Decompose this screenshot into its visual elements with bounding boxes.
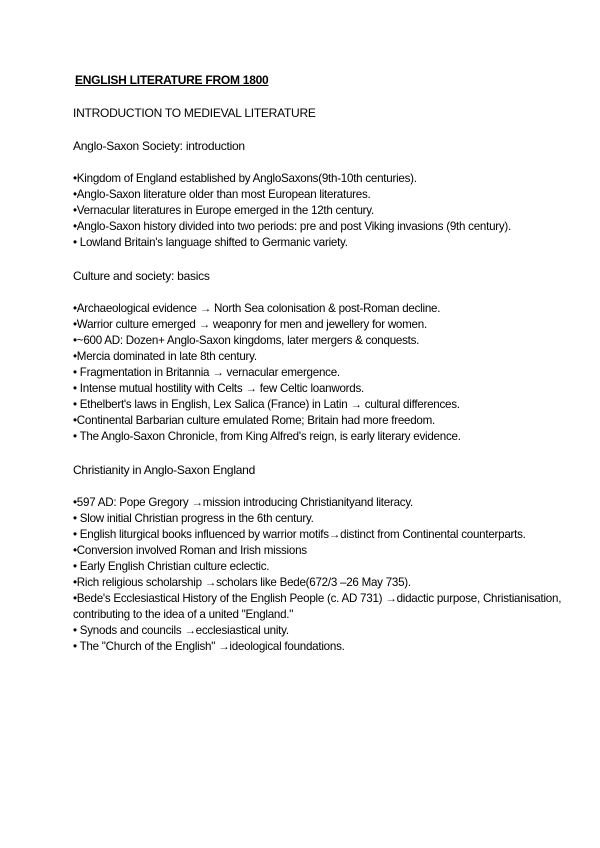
bullet-list [73,171,573,251]
bullet-item: •597 AD: Pope Gregory →mission introducing Christianityand literacy. [73,496,413,509]
document-page [73,72,573,655]
bullet-list [73,301,573,445]
section-anglo-saxon-society [73,138,573,251]
bullet-item: •Bede's Ecclesiastical History of the English People (c. AD 731) →didactic purpose, Christianisation, contributing to the idea of a united "England." [73,592,562,621]
bullet-item: • Ethelbert's laws in English, Lex Salica (France) in Latin → cultural differences. [73,398,460,411]
section-heading: Culture and society: basics [73,269,210,283]
bullet-item: • Slow initial Christian progress in the 6th century. [73,512,314,525]
bullet-item: •Mercia dominated in late 8th century. [73,350,257,363]
bullet-item: • Synods and councils →ecclesiastical unity. [73,624,289,637]
bullet-item: •Continental Barbarian culture emulated Rome; Britain had more freedom. [73,414,436,427]
bullet-item: •Vernacular literatures in Europe emerged in the 12th century. [73,204,374,217]
bullet-item: •Warrior culture emerged → weaponry for men and jewellery for women. [73,318,427,331]
bullet-item: •Conversion involved Roman and Irish missions [73,544,307,557]
section-heading: Anglo-Saxon Society: introduction [73,139,245,153]
bullet-item: • Early English Christian culture eclectic. [73,560,270,573]
document-title: ENGLISH LITERATURE FROM 1800 [75,73,269,87]
bullet-item: •Archaeological evidence → North Sea colonisation & post-Roman decline. [73,302,441,315]
bullet-item: •Anglo-Saxon history divided into two periods: pre and post Viking invasions (9th century). [73,220,512,233]
bullet-item: •Rich religious scholarship →scholars like Bede(672/3 –26 May 735). [73,576,411,589]
bullet-item: • The "Church of the English" →ideological foundations. [73,640,345,653]
bullet-item: • English liturgical books influenced by warrior motifs→distinct from Continental counterparts. [73,528,526,541]
bullet-item: • The Anglo-Saxon Chronicle, from King Alfred's reign, is early literary evidence. [73,430,461,443]
bullet-item: •~600 AD: Dozen+ Anglo-Saxon kingdoms, later mergers & conquests. [73,334,420,347]
bullet-item: • Lowland Britain's language shifted to Germanic variety. [73,236,348,249]
section-heading: Christianity in Anglo-Saxon England [73,463,256,477]
section-christianity [73,462,573,655]
section-culture-and-society [73,268,573,445]
intro-heading: INTRODUCTION TO MEDIEVAL LITERATURE [73,106,316,120]
bullet-item: •Kingdom of England established by AngloSaxons(9th-10th centuries). [73,172,417,185]
bullet-list [73,495,573,655]
bullet-item: • Intense mutual hostility with Celts → few Celtic loanwords. [73,382,365,395]
bullet-item: • Fragmentation in Britannia → vernacular emergence. [73,366,340,379]
bullet-item: •Anglo-Saxon literature older than most European literatures. [73,188,371,201]
